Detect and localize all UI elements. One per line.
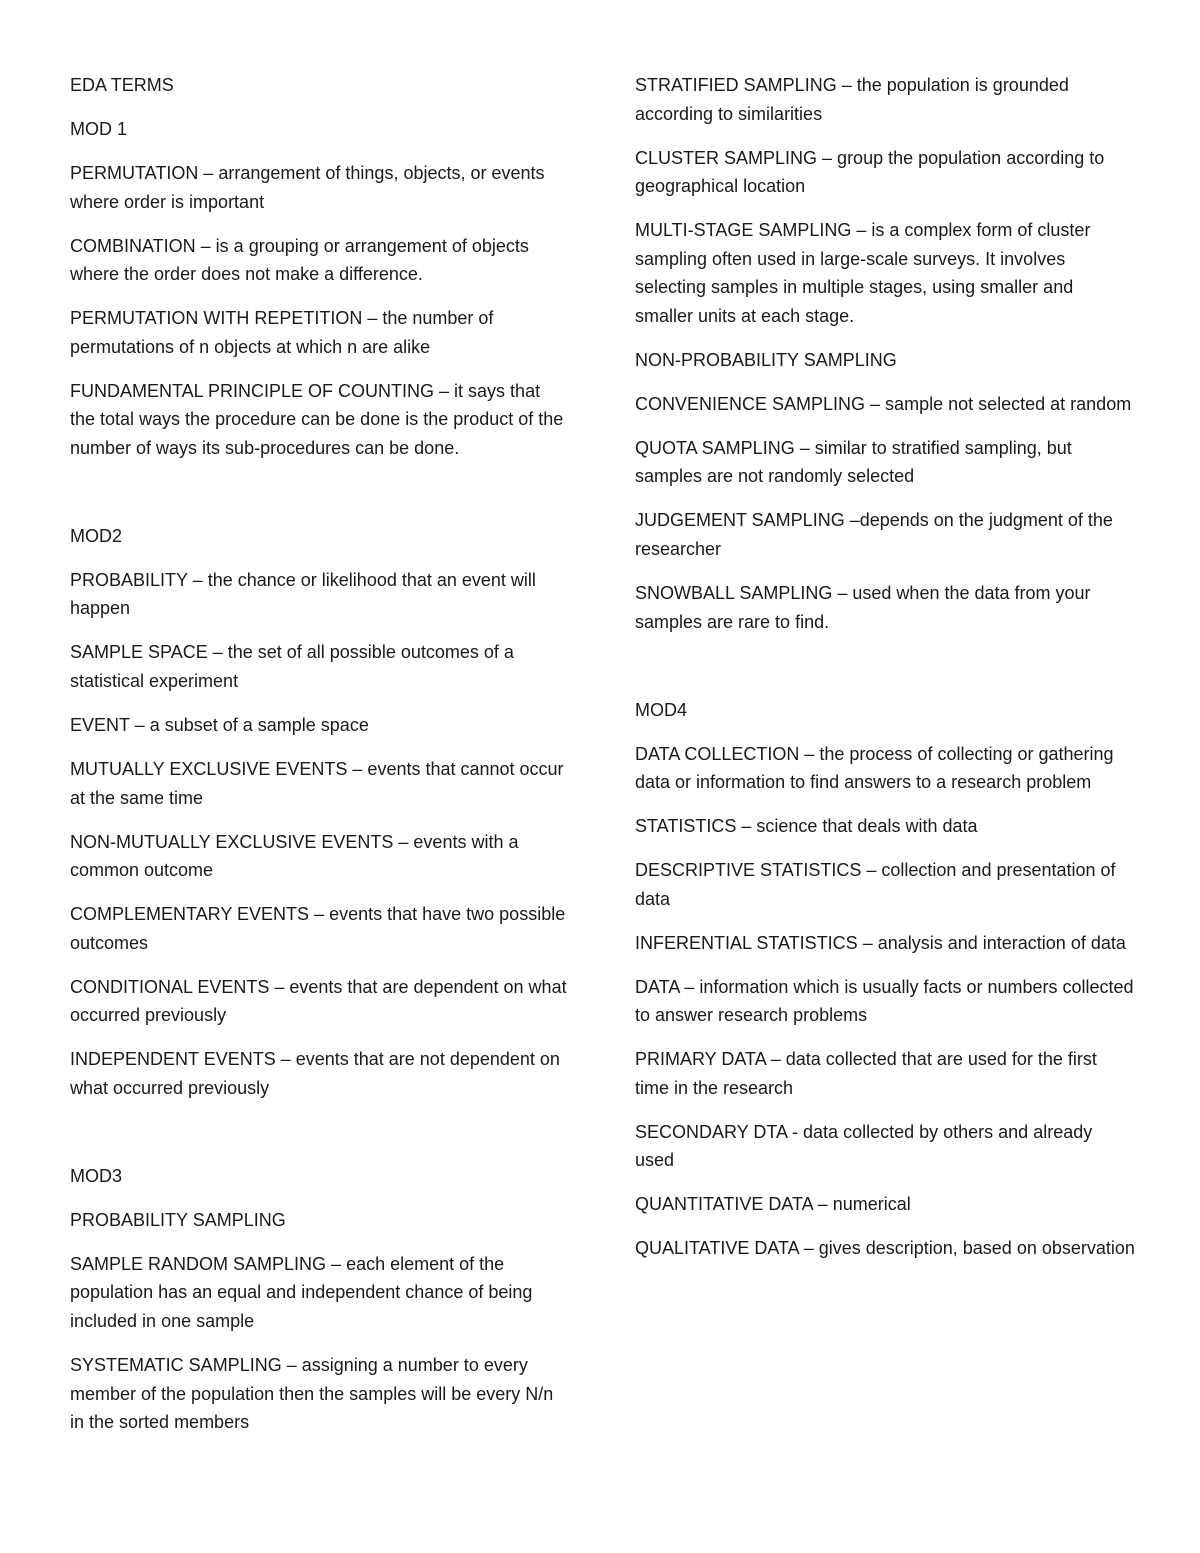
term-judgement-sampling: JUDGEMENT SAMPLING –depends on the judgment of the researcher [635,510,1113,560]
term-non-mutually-exclusive-events: NON-MUTUALLY EXCLUSIVE EVENTS – events with a common outcome [70,831,519,881]
term-qualitative-data: QUALITATIVE DATA – gives description, based on observation [635,1238,1135,1259]
section-heading-mod4: MOD4 [635,699,688,720]
term-conditional-events: CONDITIONAL EVENTS – events that are dependent on what occurred previously [70,976,567,1026]
term-sample-space: SAMPLE SPACE – the set of all possible outcomes of a statistical experiment [70,642,514,692]
term-secondary-data: SECONDARY DTA - data collected by others and already used [635,1121,1093,1171]
term-combination: COMBINATION – is a grouping or arrangement of objects where the order does not make a difference. [70,235,529,285]
term-cluster-sampling: CLUSTER SAMPLING – group the population according to geographical location [635,147,1105,197]
subheading-non-probability-sampling: NON-PROBABILITY SAMPLING [635,349,897,370]
term-quota-sampling: QUOTA SAMPLING – similar to stratified sampling, but samples are not randomly selected [635,437,1072,487]
subheading-probability-sampling: PROBABILITY SAMPLING [70,1209,286,1230]
term-systematic-sampling: SYSTEMATIC SAMPLING – assigning a number to every member of the population then the samples will be every N/n in the sorted members [70,1355,554,1433]
section-spacer [70,1118,570,1162]
term-stratified-sampling: STRATIFIED SAMPLING – the population is grounded according to similarities [635,75,1069,124]
term-mutually-exclusive-events: MUTUALLY EXCLUSIVE EVENTS – events that cannot occur at the same time [70,759,564,808]
term-permutation: PERMUTATION – arrangement of things, objects, or events where order is important [70,162,545,212]
term-event: EVENT – a subset of a sample space [70,715,369,736]
term-primary-data: PRIMARY DATA – data collected that are used for the first time in the research [635,1049,1097,1098]
section-spacer [70,478,570,522]
term-data-collection: DATA COLLECTION – the process of collecting or gathering data or information to find answers to a research problem [635,743,1114,793]
term-multi-stage-sampling: MULTI-STAGE SAMPLING – is a complex form of cluster sampling often used in large-scale surveys. It involves selecting samples in multiple stages, using smaller and smaller units at each stage. [635,220,1091,326]
term-probability: PROBABILITY – the chance or likelihood that an event will happen [70,569,536,619]
term-inferential-statistics: INFERENTIAL STATISTICS – analysis and interaction of data [635,932,1126,953]
term-fundamental-principle-of-counting: FUNDAMENTAL PRINCIPLE OF COUNTING – it says that the total ways the procedure can be done is the product of the number of ways its sub-procedures can be done. [70,380,564,458]
term-descriptive-statistics: DESCRIPTIVE STATISTICS – collection and presentation of data [635,860,1116,909]
term-independent-events: INDEPENDENT EVENTS – events that are not dependent on what occurred previously [70,1049,560,1098]
term-quantitative-data: QUANTITATIVE DATA – numerical [635,1194,911,1215]
section-spacer [635,652,1135,696]
term-statistics: STATISTICS – science that deals with data [635,816,978,837]
left-column [70,71,570,1452]
section-heading-mod3: MOD3 [70,1165,123,1186]
right-column [635,71,1135,1278]
document-title: EDA TERMS [70,75,174,95]
term-sample-random-sampling: SAMPLE RANDOM SAMPLING – each element of the population has an equal and independent chance of being included in one sample [70,1253,533,1332]
section-heading-mod2: MOD2 [70,525,123,546]
section-heading-mod1: MOD 1 [70,118,128,139]
term-snowball-sampling: SNOWBALL SAMPLING – used when the data from your samples are rare to find. [635,583,1091,632]
term-convenience-sampling: CONVENIENCE SAMPLING – sample not selected at random [635,393,1132,414]
term-data: DATA – information which is usually facts or numbers collected to answer research problems [635,976,1134,1026]
term-permutation-with-repetition: PERMUTATION WITH REPETITION – the number of permutations of n objects at which n are alike [70,308,494,357]
term-complementary-events: COMPLEMENTARY EVENTS – events that have two possible outcomes [70,904,566,953]
